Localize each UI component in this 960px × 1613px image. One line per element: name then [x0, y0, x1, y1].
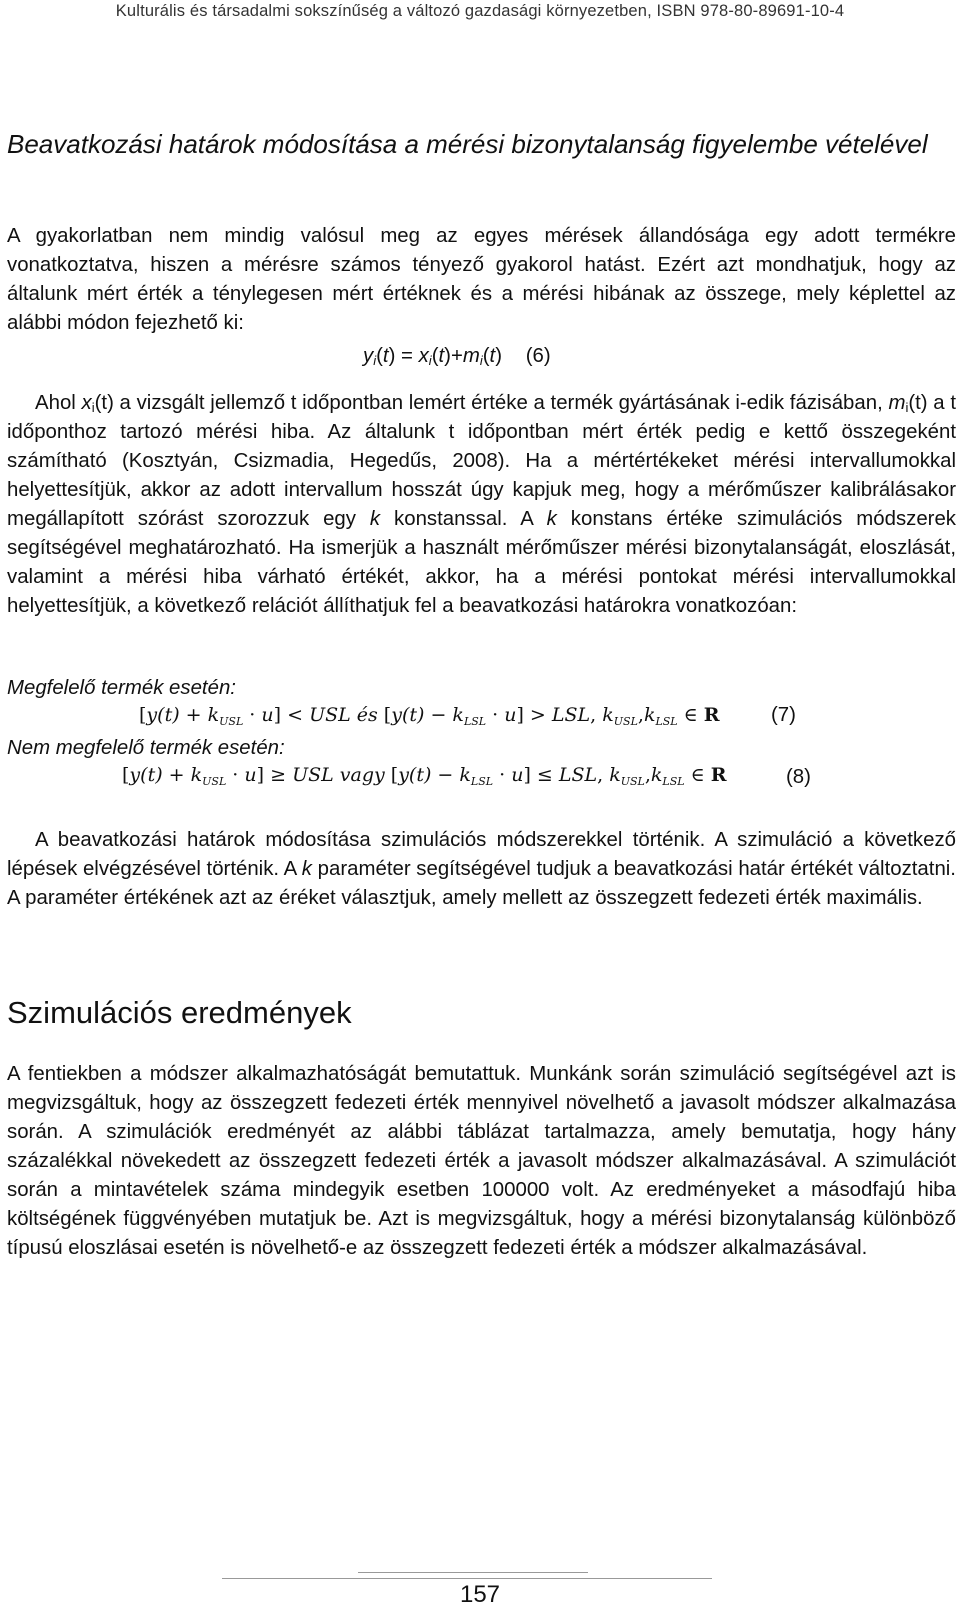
f-k: k [459, 764, 471, 786]
sub-i: i [91, 400, 95, 415]
eq-m: m [462, 345, 480, 367]
f-k: k [650, 764, 663, 786]
body-paragraph-2 [7, 389, 956, 621]
text-run: konstanssal. A [380, 508, 547, 530]
f-yt: y(t) [391, 704, 425, 726]
eq-x: x [418, 345, 429, 367]
f-real-set: R [710, 764, 727, 786]
f-lsl: LSL [558, 764, 598, 786]
body-paragraph-3 [7, 826, 956, 913]
f-yt: y(t) [146, 704, 180, 726]
f-k: k [609, 764, 621, 786]
var-x: x [81, 392, 92, 414]
equation-number-7: (7) [771, 704, 796, 726]
footer-divider-short [358, 1572, 588, 1573]
f-k: k [602, 704, 614, 726]
f-k: k [207, 704, 220, 726]
f-sub-usl: USL [202, 775, 227, 788]
f-or: vagy [339, 764, 385, 786]
f-yt: y(t) [398, 764, 432, 786]
equation-number-8: (8) [786, 766, 811, 788]
f-and: és [356, 704, 378, 726]
var-k: k [369, 508, 381, 530]
body-paragraph-1: A gyakorlatban nem mindig valósul meg az egyes mérések állandósága egy adott termékre vonatkoztatva, hiszen a mérésre számos tényező gyakorol hatást. Ezért azt mondhatjuk, hogy az általunk mért érték a ténylegesen mért értéknek és a mérési hibának az összege, mely képlettel az alábbi módon fejezhető ki: [7, 225, 956, 334]
text-run: (t) a vizsgált jellemző t időpontban lemért értéke a termék gyártásának i-edik fázisában, [94, 392, 889, 414]
eq-y: y [363, 345, 374, 367]
equation-number: (6) [525, 345, 551, 367]
f-k: k [643, 704, 656, 726]
label-nonconforming-product: Nem megfelelő termék esetén: [7, 737, 285, 759]
formula-7: $[y(t) + k_{USL} \cdot u]$ < USL és $[y(t) - k_{LSL} \cdot u]$ > LSL, $k_{USL},k_{LSL}$ ∈ R [139, 704, 720, 728]
section-title: Beavatkozási határok módosítása a mérési bizonytalanság figyelembe vételével [7, 129, 928, 159]
text-run: konstans értéke szimulációs módszerek segítségével meghatározható. Ha ismerjük a használt mérőműszer mérési bizonytalanságát, eloszlását, valamint a mérési hiba várható értékét, akkor, ha a mérési pontokat mérési intervallumokkal helyettesítjük, a következő relációt állíthatjuk fel a beavatkozási határokra vonatkozóan: [7, 508, 956, 617]
f-sub-usl: USL [219, 715, 244, 728]
var-k: k [546, 508, 557, 530]
f-sub-lsl: LSL [655, 715, 678, 728]
f-yt: y(t) [129, 764, 163, 786]
text-run: Ahol [35, 392, 82, 414]
footer-divider [222, 1578, 712, 1579]
f-u: u [244, 764, 257, 786]
sub-i: i [905, 400, 909, 415]
var-k: k [301, 858, 312, 880]
eq-sub-i: i [428, 353, 432, 368]
text-run: A beavatkozási határok módosítása szimulációs módszerekkel történik. A szimuláció a következő lépések elvégzésével történik. A [7, 829, 956, 880]
f-real-set: R [703, 704, 720, 726]
body-paragraph-4: A fentiekben a módszer alkalmazhatóságát bemutattuk. Munkánk során szimuláció segítségével azt is megvizsgáltuk, hogy az összegzett fedezeti érték mennyivel növelhető a javasolt módszer alkalmazása során. A szimulációk eredményét az alábbi táblázat tartalmazza, amely bemutatja, hogy hány százalékkal növekedett az összegzett fedezeti érték a javasolt módszer alkalmazásával. A szimulációt során a mintavételek száma mindegyik esetben 100000 volt. Az eredményeket a másodfajú hiba költségének függvényében mutatjuk be. Azt is megvizsgáltuk, hogy a mérési bizonytalanság különböző típusú eloszlásai esetén is növelhető-e az összegzett fedezeti érték a módszer alkalmazásával. [7, 1063, 956, 1259]
f-sub-lsl: LSL [470, 775, 494, 788]
f-u: u [504, 704, 517, 726]
equation-6: $y_i(t) = x_i(t)+m_i(t)$ (6) [363, 345, 551, 368]
f-sub-lsl: LSL [662, 775, 685, 788]
f-k: k [452, 704, 464, 726]
eq-t: t [382, 345, 389, 367]
eq-sub-i: i [479, 353, 483, 368]
eq-sub-i: i [373, 353, 377, 368]
f-k: k [190, 764, 203, 786]
formula-8: $[y(t) + k_{USL} \cdot u]$ ≥ USL vagy $[y(t) - k_{LSL} \cdot u]$ ≤ LSL, $k_{USL},k_{LSL}$ ∈ R [122, 764, 727, 788]
f-sub-usl: USL [613, 715, 638, 728]
page-number: 157 [459, 1581, 501, 1608]
var-m: m [888, 392, 906, 414]
f-sub-usl: USL [620, 775, 645, 788]
eq-t: t [489, 345, 496, 367]
text-run: paraméter segítségével tudjuk a beavatkozási határ értékét változtatni. A paraméter értékének azt az éréket választjuk, amely mellett az összegzett fedezeti érték maximális. [7, 858, 956, 909]
text-run: (t) a t időponthoz tartozó mérési hiba. Az általunk t időpontban mért érték pedig e kettő összegeként számítható (Kosztyán, Csizmadia, Hegedűs, 2008). Ha a mértértékeket mérési intervallumokkal helyettesítjük, akkor az adott intervallum hosszát úgy kapjuk meg, hogy a mérőműszer kalibrálásakor megállapított szórást szorozzuk egy [7, 392, 956, 530]
f-usl: USL [309, 704, 351, 726]
label-conforming-product: Megfelelő termék esetén: [7, 677, 236, 699]
f-u: u [511, 764, 524, 786]
f-sub-lsl: LSL [463, 715, 487, 728]
f-lsl: LSL [551, 704, 591, 726]
eq-t: t [438, 345, 445, 367]
section-title: Szimulációs eredmények [7, 995, 352, 1030]
running-header: Kulturális és társadalmi sokszínűség a változó gazdasági környezetben, ISBN 978-80-89691-10-4 [115, 2, 845, 20]
f-usl: USL [292, 764, 334, 786]
f-u: u [261, 704, 274, 726]
